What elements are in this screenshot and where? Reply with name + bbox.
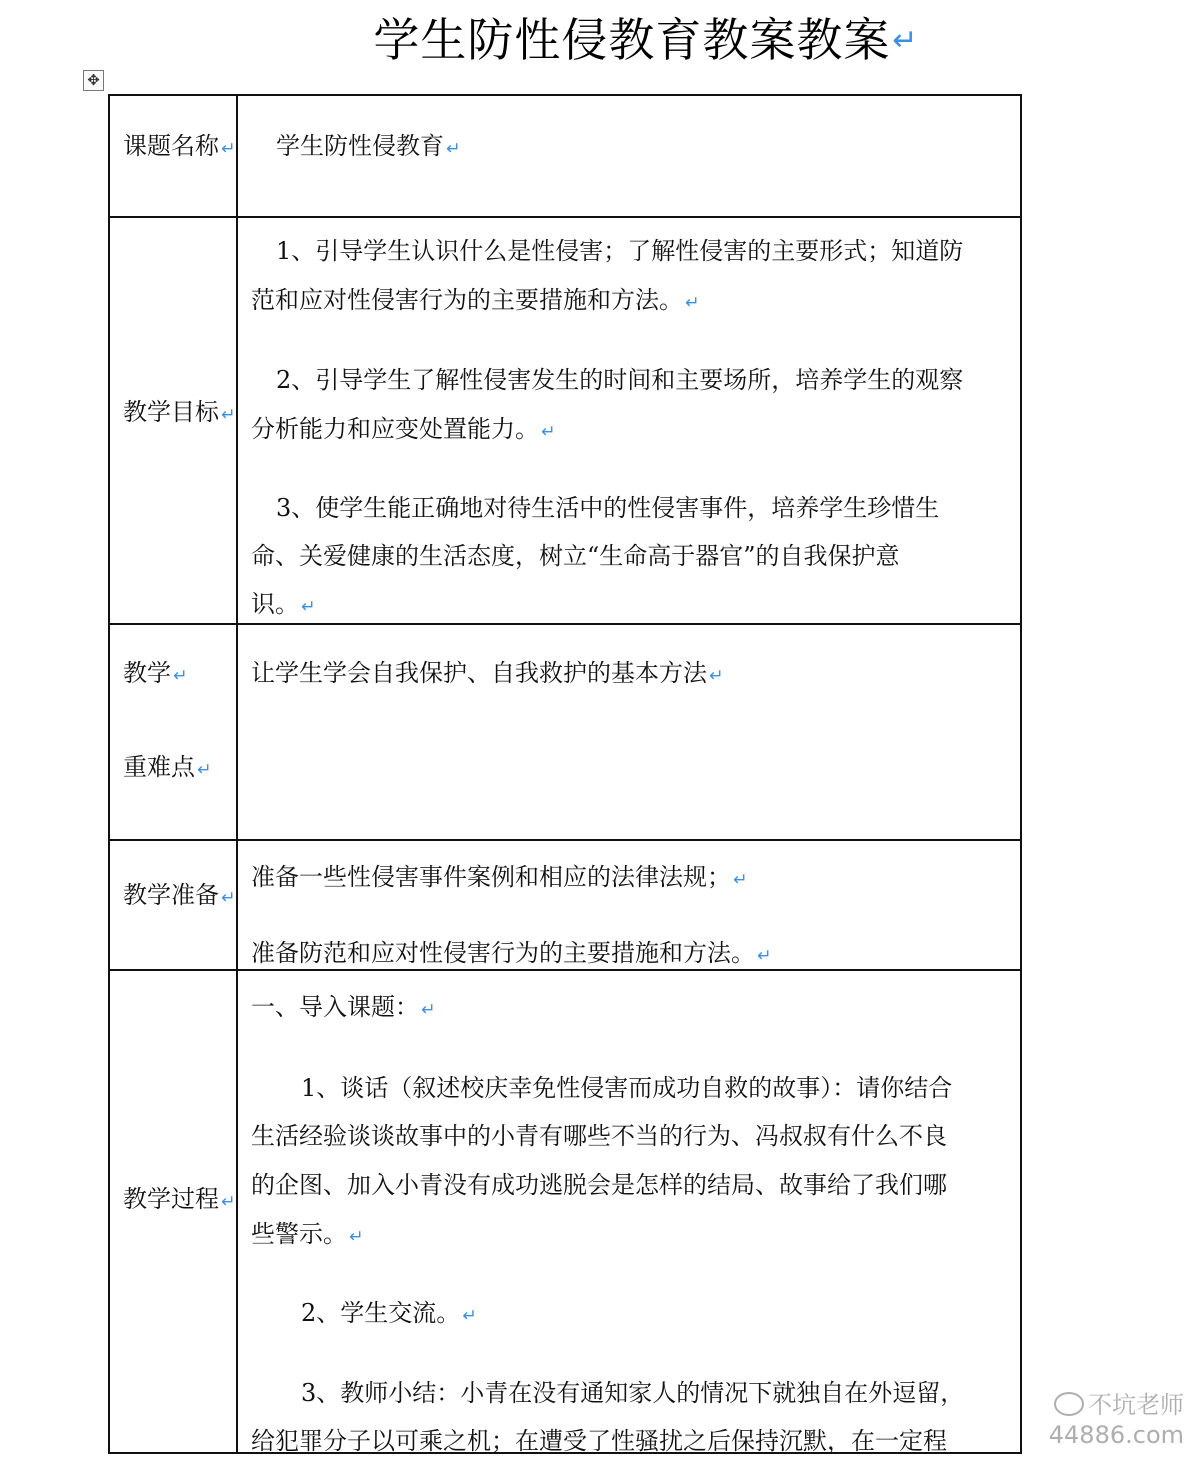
preparation-line-2: 准备防范和应对性侵害行为的主要措施和方法。 <box>251 939 755 967</box>
paragraph-mark-icon: ↵ <box>421 1000 436 1020</box>
label-cell-goals <box>110 218 238 623</box>
lesson-plan-table <box>108 94 1022 1454</box>
table-row-topic <box>110 96 1020 218</box>
label-cell-preparation <box>110 841 238 969</box>
content-cell-topic[interactable] <box>238 96 1020 216</box>
document-title <box>0 8 1202 73</box>
process-item-3-line-2: 给犯罪分子以可乘之机；在遭受了性骚扰之后保持沉默，在一定程 <box>251 1427 947 1455</box>
paragraph-mark-icon: ↵ <box>446 139 461 159</box>
goal-1-line-1: 1、引导学生认识什么是性侵害；了解性侵害的主要形式；知道防 <box>276 237 964 265</box>
process-item-2: 2、学生交流。 ↵ <box>301 1299 477 1327</box>
keypoints-text: 让学生学会自我保护、自我救护的基本方法 <box>251 659 707 687</box>
label-cell-process <box>110 971 238 1452</box>
paragraph-mark-icon: ↵ <box>709 666 724 686</box>
process-item-1-line-3: 的企图、加入小青没有成功逃脱会是怎样的结局、故事给了我们哪 <box>251 1171 947 1199</box>
paragraph-mark-icon: ↵ <box>892 23 919 58</box>
paragraph-mark-icon: ↵ <box>349 1227 364 1247</box>
paragraph-mark-icon: ↵ <box>462 1306 477 1326</box>
table-row-process <box>110 971 1020 1455</box>
document-title-text: 学生防性侵教育教案教案 <box>373 13 891 67</box>
content-cell-goals[interactable] <box>238 218 1020 623</box>
process-item-1-line-4: 些警示。 ↵ <box>251 1220 364 1248</box>
label-cell-keypoints <box>110 625 238 839</box>
watermark-line-1: 不坑老师 <box>1088 1391 1184 1419</box>
topic-text: 学生防性侵教育 <box>276 132 444 160</box>
table-row-preparation <box>110 841 1020 971</box>
label-preparation: 教学准备 <box>123 881 219 909</box>
paragraph-mark-icon: ↵ <box>221 139 236 159</box>
goal-3-line-2: 命、关爱健康的生活态度，树立“生命高于器官”的自我保护意 <box>251 542 900 570</box>
process-item-3-line-1: 3、教师小结：小青在没有通知家人的情况下就独自在外逗留， <box>301 1379 965 1407</box>
goal-3-line-1: 3、使学生能正确地对待生活中的性侵害事件，培养学生珍惜生 <box>276 494 940 522</box>
table-move-handle-icon[interactable]: ✥ <box>83 70 104 91</box>
content-cell-preparation[interactable] <box>238 841 1020 969</box>
goal-3-line-3: 识。 ↵ <box>251 590 316 618</box>
paragraph-mark-icon: ↵ <box>197 760 212 780</box>
content-cell-keypoints[interactable] <box>238 625 1020 839</box>
preparation-line-1: 准备一些性侵害事件案例和相应的法律法规； <box>251 863 731 891</box>
paragraph-mark-icon: ↵ <box>733 870 748 890</box>
paragraph-mark-icon: ↵ <box>301 597 316 617</box>
process-item-1-line-2: 生活经验谈谈故事中的小青有哪些不当的行为、冯叔叔有什么不良 <box>251 1122 947 1150</box>
label-cell-topic <box>110 96 238 216</box>
paragraph-mark-icon: ↵ <box>221 405 236 425</box>
watermark-line-2: 44886.com <box>1048 1421 1184 1449</box>
wechat-icon <box>1054 1392 1084 1416</box>
goal-1-line-2: 范和应对性侵害行为的主要措施和方法。 ↵ <box>251 286 700 314</box>
label-keypoints-line1: 教学 <box>123 659 171 687</box>
label-process: 教学过程 <box>123 1185 219 1213</box>
paragraph-mark-icon: ↵ <box>173 666 188 686</box>
paragraph-mark-icon: ↵ <box>685 293 700 313</box>
watermark <box>1049 1390 1184 1450</box>
table-row-keypoints <box>110 625 1020 841</box>
label-goals: 教学目标 <box>123 398 219 426</box>
table-row-goals <box>110 218 1020 625</box>
paragraph-mark-icon: ↵ <box>541 422 556 442</box>
goal-2-line-2: 分析能力和应变处置能力。 ↵ <box>251 415 556 443</box>
process-heading: 一、导入课题： <box>251 993 419 1021</box>
paragraph-mark-icon: ↵ <box>757 946 772 966</box>
paragraph-mark-icon: ↵ <box>221 1192 236 1212</box>
paragraph-mark-icon: ↵ <box>221 888 236 908</box>
label-keypoints-line2: 重难点 <box>123 753 195 781</box>
process-item-1-line-1: 1、谈话（叙述校庆幸免性侵害而成功自救的故事）：请你结合 <box>301 1074 953 1102</box>
goal-2-line-1: 2、引导学生了解性侵害发生的时间和主要场所，培养学生的观察 <box>276 366 964 394</box>
label-topic: 课题名称 <box>123 132 219 160</box>
content-cell-process[interactable] <box>238 971 1020 1455</box>
